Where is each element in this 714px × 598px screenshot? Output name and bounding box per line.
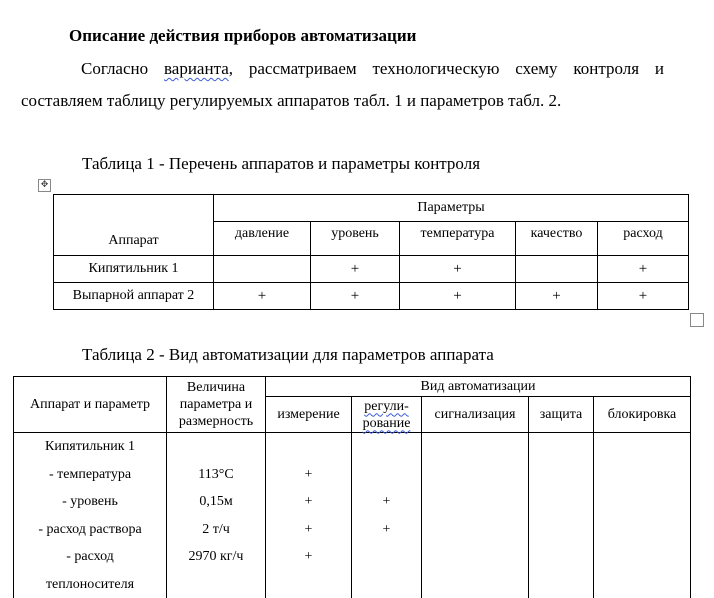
table2-regulate-cell xyxy=(352,433,422,598)
table1 xyxy=(53,194,689,310)
list-item: 2970 кг/ч xyxy=(167,543,265,571)
table2-kind-regulation-line1: регули- xyxy=(352,398,421,415)
table1-mark xyxy=(516,256,598,283)
list-item xyxy=(266,571,351,598)
table1-mark: + xyxy=(598,283,689,310)
table2-kind-regulation xyxy=(352,397,422,433)
table2-group-header: Вид автоматизации xyxy=(266,377,691,397)
table1-param: давление xyxy=(214,222,311,256)
table1-mark xyxy=(214,256,311,283)
table2 xyxy=(13,376,691,598)
table2-signal-cell xyxy=(422,433,529,598)
list-item xyxy=(352,543,421,571)
list-item: теплоносителя xyxy=(14,571,166,598)
list-item: Кипятильник 1 xyxy=(14,433,166,461)
list-item xyxy=(167,433,265,461)
list-item: - температура xyxy=(14,461,166,489)
list-item: + xyxy=(352,516,421,544)
table1-param: расход xyxy=(598,222,689,256)
list-item: + xyxy=(352,488,421,516)
list-item: 0,15м xyxy=(167,488,265,516)
table-row xyxy=(54,283,689,310)
move-handle-icon[interactable]: ✥ xyxy=(38,179,51,192)
intro-suffix: , рассматриваем технологическую схему контроля и xyxy=(229,59,664,78)
table1-row-name: Кипятильник 1 xyxy=(54,256,214,283)
table1-mark: + xyxy=(311,283,400,310)
table2-kind: блокировка xyxy=(594,397,691,433)
table2-lock-cell xyxy=(594,433,691,598)
table2-protect-cell xyxy=(529,433,594,598)
table2-kind: измерение xyxy=(266,397,352,433)
table1-param: температура xyxy=(400,222,516,256)
table1-mark: + xyxy=(516,283,598,310)
list-item: + xyxy=(266,543,351,571)
intro-line-1 xyxy=(81,59,664,79)
table2-col-apparatus: Аппарат и параметр xyxy=(14,377,167,433)
list-item: - уровень xyxy=(14,488,166,516)
list-item: - расход xyxy=(14,543,166,571)
list-item xyxy=(352,571,421,598)
table1-title: Таблица 1 - Перечень аппаратов и параметры контроля xyxy=(82,154,480,174)
table1-group-header: Параметры xyxy=(214,195,689,222)
table2-measure-cell xyxy=(266,433,352,598)
list-item: - расход раствора xyxy=(14,516,166,544)
table1-mark: + xyxy=(311,256,400,283)
table1-mark: + xyxy=(400,283,516,310)
table1-param: качество xyxy=(516,222,598,256)
table1-param: уровень xyxy=(311,222,400,256)
table2-value-cell xyxy=(167,433,266,598)
list-item: + xyxy=(266,516,351,544)
list-item xyxy=(266,433,351,461)
table1-mark: + xyxy=(598,256,689,283)
table1-row-name: Выпарной аппарат 2 xyxy=(54,283,214,310)
list-item: 2 т/ч xyxy=(167,516,265,544)
list-item xyxy=(352,433,421,461)
table1-mark: + xyxy=(214,283,311,310)
table2-kind: защита xyxy=(529,397,594,433)
list-item: + xyxy=(266,461,351,489)
table-row xyxy=(14,433,691,598)
list-item xyxy=(167,571,265,598)
heading: Описание действия приборов автоматизации xyxy=(69,26,416,46)
list-item: + xyxy=(266,488,351,516)
intro-line-2: составляем таблицу регулируемых аппаратов табл. 1 и параметров табл. 2. xyxy=(21,91,561,111)
table2-kind: сигнализация xyxy=(422,397,529,433)
resize-handle-icon[interactable] xyxy=(690,313,704,327)
table2-kind-regulation-line2: рование xyxy=(352,415,421,432)
intro-wavy-word: варианта xyxy=(164,59,229,78)
table2-col-value: Величина параметра и размерность xyxy=(167,377,266,433)
table2-apparatus-cell xyxy=(14,433,167,598)
table1-mark: + xyxy=(400,256,516,283)
list-item xyxy=(352,461,421,489)
intro-prefix: Согласно xyxy=(81,59,164,78)
table1-col-apparatus: Аппарат xyxy=(54,195,214,256)
list-item: 113°C xyxy=(167,461,265,489)
table2-title: Таблица 2 - Вид автоматизации для параметров аппарата xyxy=(82,345,494,365)
table-row xyxy=(54,256,689,283)
